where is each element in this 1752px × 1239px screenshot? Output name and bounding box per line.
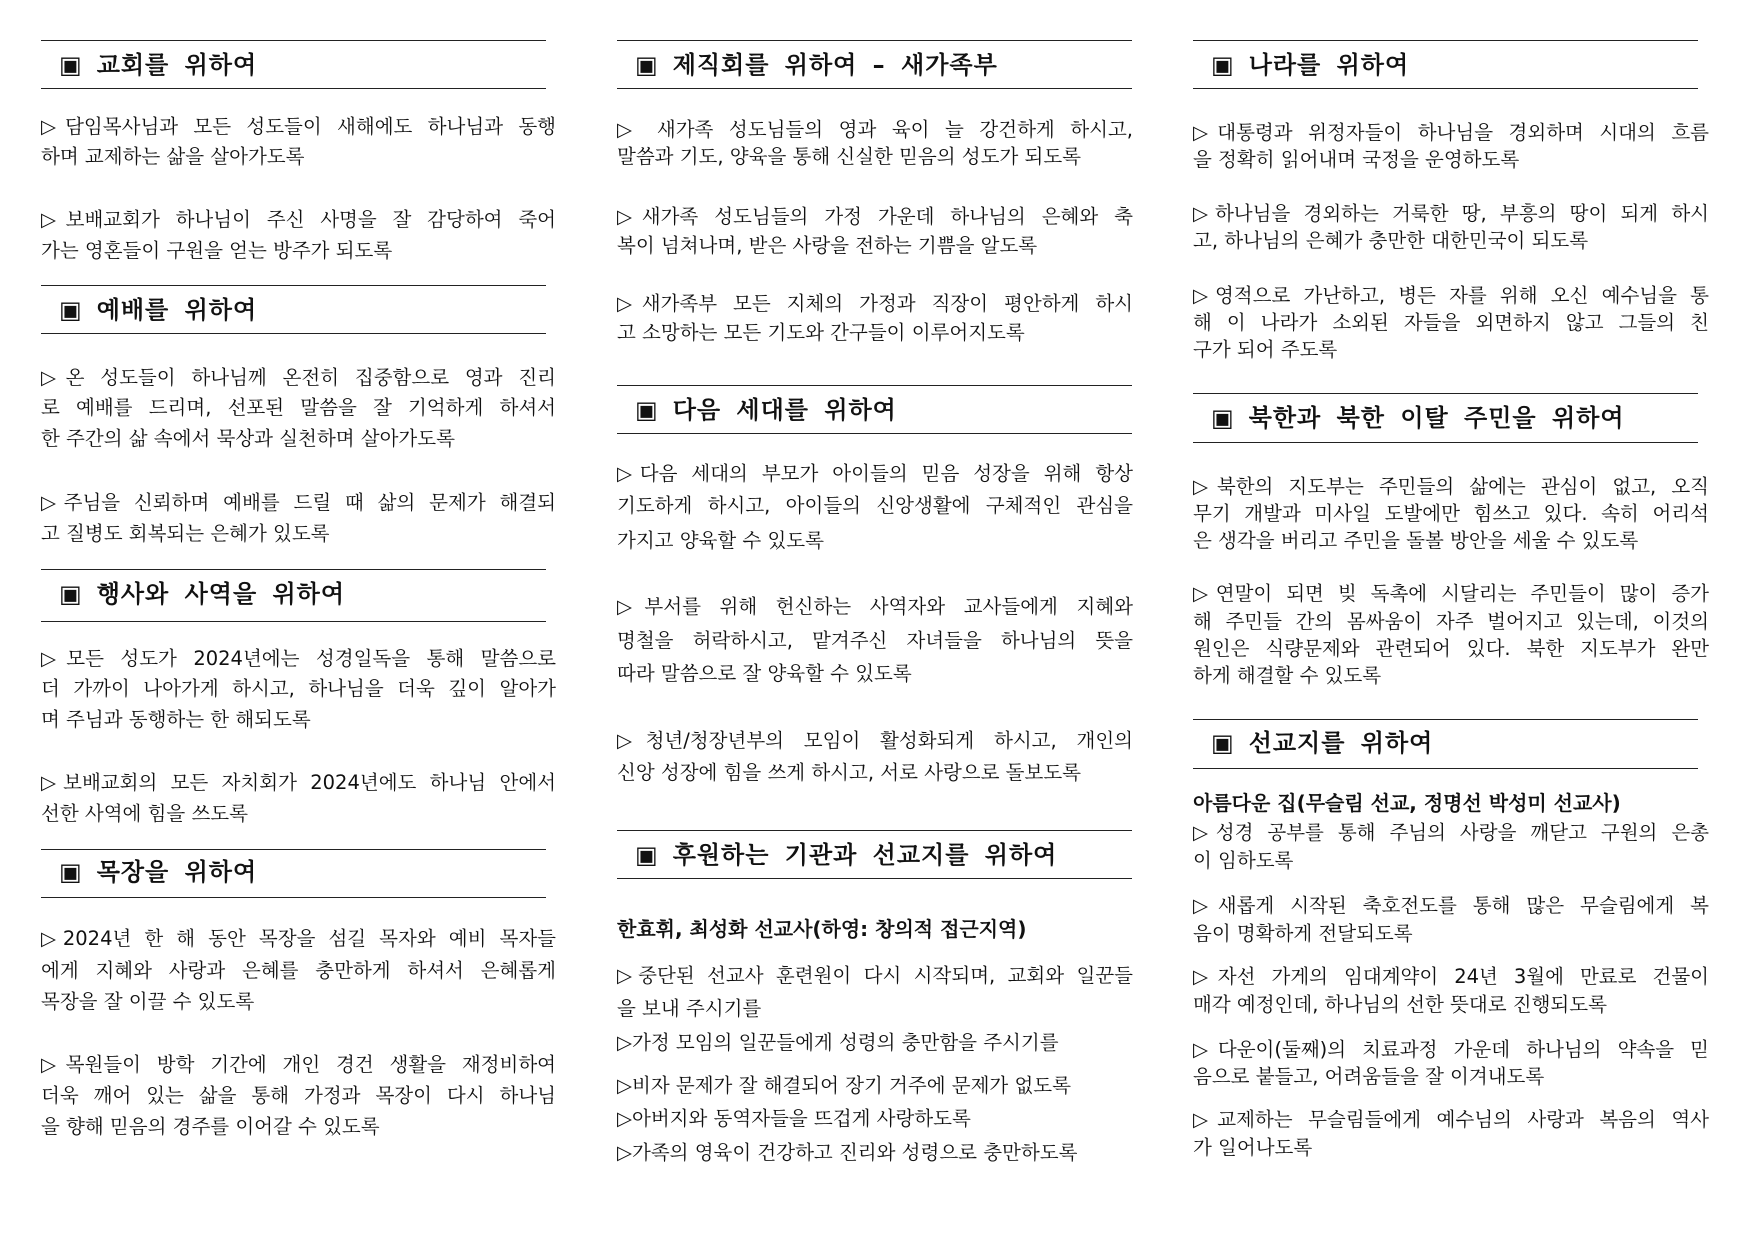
prayer-item-line: ▷ 새가족 성도님들의 영과 육이 늘 강건하게 하시고, (617, 118, 1133, 141)
prayer-item-line: 신앙 성장에 힘을 쓰게 하시고, 서로 사랑으로 돌보도록 (617, 761, 1082, 784)
prayer-item-line: ▷담임목사님과 모든 성도들이 새해에도 하나님과 동행 (41, 115, 556, 138)
prayer-item-line: ▷새가족 성도님들의 가정 가운데 하나님의 은혜와 축 (617, 205, 1133, 228)
section-title (1211, 728, 1433, 758)
prayer-item-line: ▷주님을 신뢰하며 예배를 드릴 때 삶의 문제가 해결되 (41, 491, 556, 514)
prayer-item-line: 하며 교제하는 삶을 살아가도록 (41, 145, 305, 168)
prayer-item-line: 고 질병도 회복되는 은혜가 있도록 (41, 522, 330, 545)
section-rule-bottom (41, 897, 546, 898)
section-title-text: 행사와 사역을 위하여 (96, 580, 346, 608)
prayer-item-line: ▷다운이(둘째)의 치료과정 가운데 하나님의 약속을 믿 (1193, 1038, 1709, 1061)
prayer-item-line: ▷성경 공부를 통해 주님의 사랑을 깨닫고 구원의 은총 (1193, 821, 1709, 844)
section-rule-bottom (617, 433, 1132, 434)
prayer-item-line: 에게 지혜와 사랑과 은혜를 충만하게 하셔서 은혜롭게 (41, 959, 556, 982)
prayer-item-line: ▷하나님을 경외하는 거룩한 땅, 부흥의 땅이 되게 하시 (1193, 202, 1709, 225)
prayer-item-line: 구가 되어 주도록 (1193, 338, 1338, 361)
section-title-text: 제직회를 위하여 – 새가족부 (672, 51, 998, 79)
prayer-item-line: ▷연말이 되면 빚 독촉에 시달리는 주민들이 많이 증가 (1193, 582, 1709, 605)
section-rule-bottom (1193, 88, 1698, 89)
section-rule-bottom (41, 333, 546, 334)
prayer-item-line: 목장을 잘 이끌 수 있도록 (41, 990, 255, 1013)
prayer-item-line: 선한 사역에 힘을 쓰도록 (41, 802, 248, 825)
prayer-item-line: 무기 개발과 미사일 도발에만 힘쓰고 있다. 속히 어리석 (1193, 502, 1709, 525)
prayer-item-line: ▷가족의 영육이 건강하고 진리와 성령으로 충만하도록 (617, 1141, 1078, 1164)
prayer-item-line: 기도하게 하시고, 아이들의 신앙생활에 구체적인 관심을 (617, 494, 1133, 517)
section-title-text: 교회를 위하여 (96, 51, 258, 79)
section-rule-bottom (41, 621, 546, 622)
section-title (635, 395, 897, 425)
section-rule-top (41, 40, 546, 41)
section-rule-top (617, 40, 1132, 41)
prayer-item-line: 해 이 나라가 소외된 자들을 외면하지 않고 그들의 친 (1193, 311, 1709, 334)
section-title (635, 840, 1057, 870)
prayer-item-line: ▷새롭게 시작된 축호전도를 통해 많은 무슬림에게 복 (1193, 894, 1709, 917)
prayer-item-line: 고 소망하는 모든 기도와 간구들이 이루어지도록 (617, 321, 1025, 344)
section-title (59, 579, 345, 609)
prayer-item-line: 가지고 양육할 수 있도록 (617, 529, 824, 552)
section-title (635, 50, 998, 80)
section-title-text: 후원하는 기관과 선교지를 위하여 (672, 841, 1058, 869)
section-title-text: 나라를 위하여 (1248, 51, 1410, 79)
section-title (59, 295, 257, 325)
prayer-item-line: ▷비자 문제가 잘 해결되어 장기 거주에 문제가 없도록 (617, 1074, 1071, 1097)
prayer-item-line: ▷아버지와 동역자들을 뜨겁게 사랑하도록 (617, 1107, 971, 1130)
prayer-item-line: ▷자선 가게의 임대계약이 24년 3월에 만료로 건물이 (1193, 965, 1709, 988)
prayer-item-line: ▷가정 모임의 일꾼들에게 성령의 충만함을 주시기를 (617, 1031, 1059, 1054)
prayer-item-line: 고, 하나님의 은혜가 충만한 대한민국이 되도록 (1193, 229, 1589, 252)
section-title (1211, 50, 1409, 80)
prayer-item-line: 로 예배를 드리며, 선포된 말씀을 잘 기억하게 하셔서 (41, 396, 556, 419)
section-title-text: 목장을 위하여 (96, 858, 258, 886)
prayer-item-line: ▷교제하는 무슬림들에게 예수님의 사랑과 복음의 역사 (1193, 1108, 1709, 1131)
prayer-item-line: 을 향해 믿음의 경주를 이어갈 수 있도록 (41, 1115, 380, 1138)
prayer-item-line: 을 정확히 읽어내며 국정을 운영하도록 (1193, 148, 1520, 171)
section-rule-top (41, 569, 546, 570)
section-marker-icon: ▣ (1211, 404, 1235, 432)
section-rule-top (41, 285, 546, 286)
prayer-item-line: ▷새가족부 모든 지체의 가정과 직장이 평안하게 하시 (617, 292, 1133, 315)
section-rule-bottom (1193, 442, 1698, 443)
section-rule-top (617, 385, 1132, 386)
section-marker-icon: ▣ (59, 51, 83, 79)
section-rule-bottom (1193, 768, 1698, 769)
prayer-item-line: 가는 영혼들이 구원을 얻는 방주가 되도록 (41, 239, 393, 262)
prayer-item-line: 해 주민들 간의 몸싸움이 자주 벌어지고 있는데, 이것의 (1193, 610, 1709, 633)
prayer-item-line: 가 일어나도록 (1193, 1136, 1313, 1159)
prayer-item-line: 원인은 식량문제와 관련되어 있다. 북한 지도부가 완만 (1193, 637, 1709, 660)
prayer-item-line: ▷부서를 위해 헌신하는 사역자와 교사들에게 지혜와 (617, 595, 1133, 618)
prayer-item-line: ▷보배교회가 하나님이 주신 사명을 잘 감당하여 죽어 (41, 208, 556, 231)
section-subheading: 아름다운 집(무슬림 선교, 정명선 박성미 선교사) (1193, 791, 1621, 815)
prayer-item-line: ▷온 성도들이 하나님께 온전히 집중함으로 영과 진리 (41, 366, 556, 389)
section-rule-top (617, 830, 1132, 831)
section-marker-icon: ▣ (59, 858, 83, 886)
prayer-item-line: 을 보내 주시기를 (617, 997, 762, 1020)
prayer-item-line: 더욱 깨어 있는 삶을 통해 가정과 목장이 다시 하나님 (41, 1084, 556, 1107)
section-title-text: 선교지를 위하여 (1248, 729, 1434, 757)
prayer-item-line: 이 임하도록 (1193, 849, 1294, 872)
prayer-item-line: 며 주님과 동행하는 한 해되도록 (41, 708, 311, 731)
prayer-item-line: 복이 넘쳐나며, 받은 사랑을 전하는 기쁨을 알도록 (617, 234, 1038, 257)
section-marker-icon: ▣ (1211, 729, 1235, 757)
prayer-item-line: ▷영적으로 가난하고, 병든 자를 위해 오신 예수님을 통 (1193, 284, 1709, 307)
section-title-text: 예배를 위하여 (96, 296, 258, 324)
section-marker-icon: ▣ (635, 396, 659, 424)
prayer-item-line: 매각 예정인데, 하나님의 선한 뜻대로 진행되도록 (1193, 993, 1607, 1016)
prayer-item-line: ▷모든 성도가 2024년에는 성경일독을 통해 말씀으로 (41, 647, 556, 670)
section-rule-top (1193, 40, 1698, 41)
section-rule-bottom (617, 878, 1132, 879)
prayer-item-line: ▷중단된 선교사 훈련원이 다시 시작되며, 교회와 일꾼들 (617, 964, 1133, 987)
section-marker-icon: ▣ (1211, 51, 1235, 79)
prayer-item-line: 말씀과 기도, 양육을 통해 신실한 믿음의 성도가 되도록 (617, 145, 1082, 168)
section-rule-bottom (617, 88, 1132, 89)
prayer-item-line: ▷보배교회의 모든 자치회가 2024년에도 하나님 안에서 (41, 771, 556, 794)
section-rule-bottom (41, 88, 546, 89)
section-rule-top (1193, 719, 1698, 720)
section-rule-top (1193, 393, 1698, 394)
section-subheading: 한효휘, 최성화 선교사(하영: 창의적 접근지역) (617, 917, 1027, 941)
prayer-item-line: ▷청년/청장년부의 모임이 활성화되게 하시고, 개인의 (617, 729, 1133, 752)
prayer-item-line: 따라 말씀으로 잘 양육할 수 있도록 (617, 662, 912, 685)
prayer-item-line: ▷목원들이 방학 기간에 개인 경건 생활을 재정비하여 (41, 1053, 556, 1076)
prayer-item-line: 음이 명확하게 전달되도록 (1193, 922, 1413, 945)
prayer-item-line: ▷북한의 지도부는 주민들의 삶에는 관심이 없고, 오직 (1193, 475, 1709, 498)
section-title-text: 북한과 북한 이탈 주민을 위하여 (1248, 404, 1625, 432)
prayer-item-line: ▷대통령과 위정자들이 하나님을 경외하며 시대의 흐름 (1193, 121, 1709, 144)
prayer-item-line: 은 생각을 버리고 주민을 돌볼 방안을 세울 수 있도록 (1193, 529, 1639, 552)
section-rule-top (41, 849, 546, 850)
section-marker-icon: ▣ (59, 580, 83, 608)
prayer-item-line: 더 가까이 나아가게 하시고, 하나님을 더욱 깊이 알아가 (41, 677, 556, 700)
section-title-text: 다음 세대를 위하여 (672, 396, 897, 424)
section-marker-icon: ▣ (59, 296, 83, 324)
prayer-item-line: 한 주간의 삶 속에서 묵상과 실천하며 살아가도록 (41, 427, 455, 450)
section-title (1211, 403, 1625, 433)
prayer-item-line: 하게 해결할 수 있도록 (1193, 664, 1382, 687)
prayer-item-line: ▷2024년 한 해 동안 목장을 섬길 목자와 예비 목자들 (41, 927, 556, 950)
section-title (59, 50, 257, 80)
section-marker-icon: ▣ (635, 51, 659, 79)
prayer-item-line: 명철을 허락하시고, 맡겨주신 자녀들을 하나님의 뜻을 (617, 629, 1133, 652)
section-marker-icon: ▣ (635, 841, 659, 869)
section-title (59, 857, 257, 887)
prayer-item-line: 음으로 붙들고, 어려움들을 잘 이겨내도록 (1193, 1065, 1545, 1088)
prayer-item-line: ▷다음 세대의 부모가 아이들의 믿음 성장을 위해 항상 (617, 462, 1133, 485)
